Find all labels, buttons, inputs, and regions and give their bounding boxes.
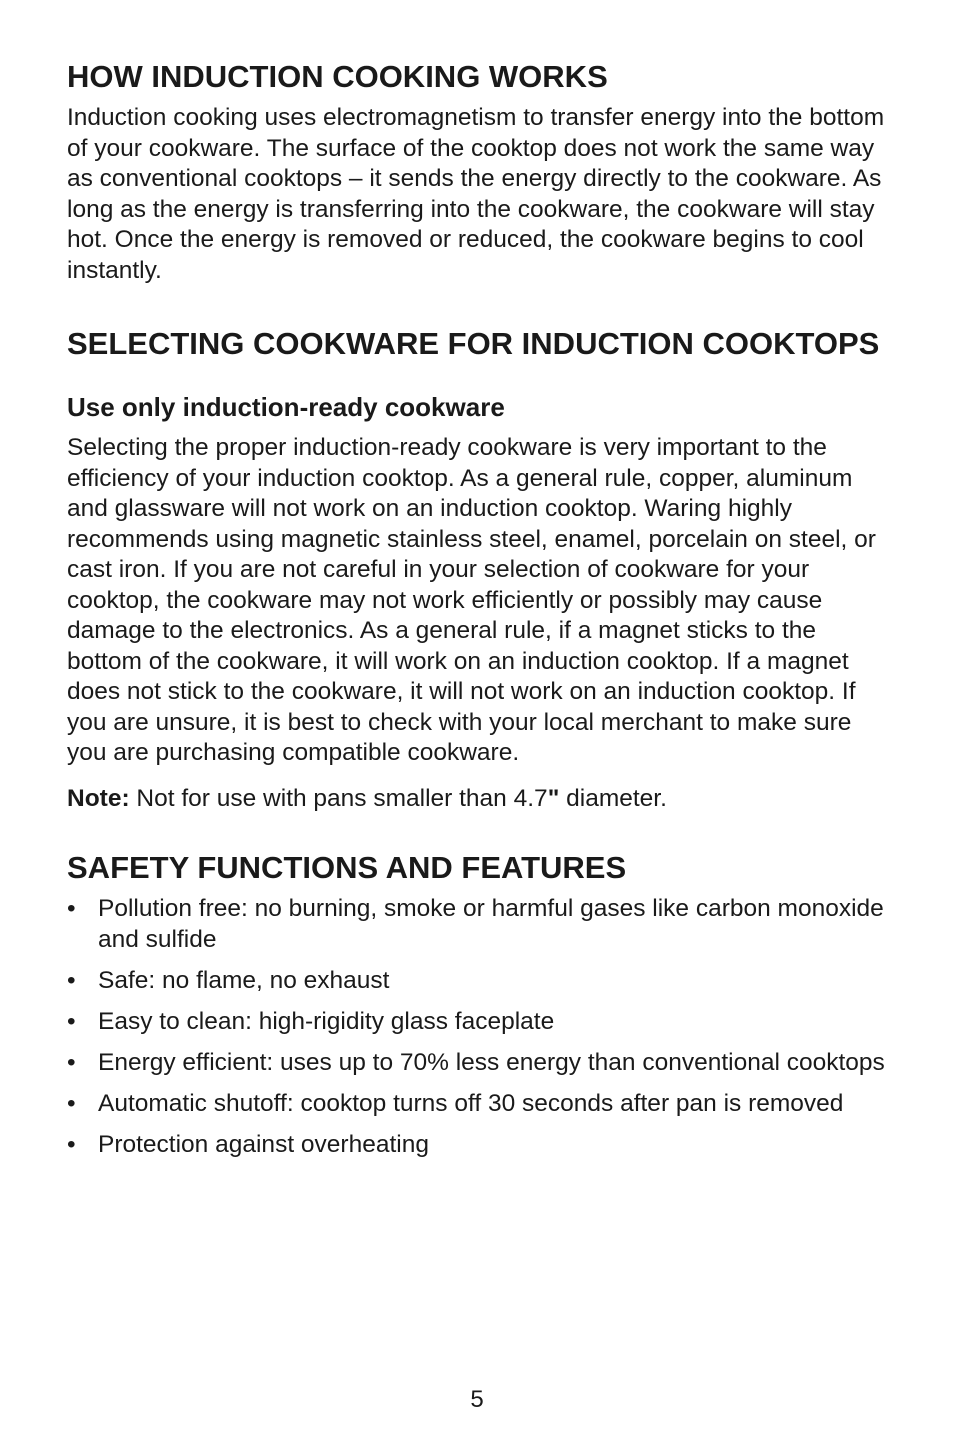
page-number: 5 — [470, 1386, 484, 1413]
list-item-text: Protection against overheating — [98, 1130, 429, 1158]
list-item — [67, 1130, 897, 1161]
section-body-selecting-cookware: Selecting the proper induction-ready cookware is very important to the efficiency of your induction cooktop. As a general rule, copper, aluminum and glassware will not work on an induction cooktop. Waring highly recommends using magnetic stainless steel, enamel, porcelain on steel, or cast iron. If you are not careful in your selection of cookware for your cooktop, the cookware may not work efficiently or possibly may cause damage to the electronics. As a general rule, if a magnet sticks to the bottom of the cookware, it will work on an induction cooktop. If a magnet does not stick to the cookware, it will not work on an induction cooktop. If you are unsure, it is best to check with your local merchant to make sure you are purchasing compatible cookware. — [67, 434, 876, 766]
subheading-induction-ready-cookware: Use only induction-ready cookware — [67, 392, 505, 422]
section-body-how-induction-works: Induction cooking uses electromagnetism to transfer energy into the bottom of your cookware. The surface of the cooktop does not work the same way as conventional cooktops – it sends the energy directly to the cookware. As long as the energy is transferring into the cookware, the cookware will stay hot. Once the energy is removed or reduced, the cookware begins to cool instantly. — [67, 104, 885, 284]
list-item-text: Pollution free: no burning, smoke or harmful gases like carbon monoxide and sulfide — [98, 895, 884, 953]
bullet-icon: • — [67, 895, 76, 922]
list-item — [67, 1048, 897, 1079]
note-text-before: Not for use with pans smaller than 4.7 — [129, 784, 548, 812]
safety-features-list — [67, 894, 897, 1160]
list-item — [67, 966, 897, 997]
note-inch-mark: " — [547, 784, 560, 812]
list-item-text: Safe: no flame, no exhaust — [98, 966, 390, 994]
section-title-safety-features: SAFETY FUNCTIONS AND FEATURES — [67, 850, 627, 885]
manual-page — [67, 58, 897, 1171]
bullet-icon: • — [67, 1130, 76, 1158]
list-item-text: Energy efficient: uses up to 70% less energy than conventional cooktops — [98, 1048, 885, 1076]
bullet-icon: • — [67, 1007, 76, 1035]
section-title-selecting-cookware: SELECTING COOKWARE FOR INDUCTION COOKTOPS — [67, 326, 880, 361]
list-item-text: Easy to clean: high-rigidity glass faceplate — [98, 1007, 555, 1035]
list-item — [67, 1089, 897, 1120]
section-title-how-induction-works: HOW INDUCTION COOKING WORKS — [67, 59, 608, 94]
note-text-after: diameter. — [559, 784, 667, 812]
list-item — [67, 1007, 897, 1038]
bullet-icon: • — [67, 1048, 76, 1076]
note-paragraph — [67, 784, 897, 815]
note-label: Note: — [67, 784, 130, 812]
bullet-icon: • — [67, 1089, 76, 1117]
bullet-icon: • — [67, 966, 76, 994]
list-item — [67, 894, 897, 955]
list-item-text: Automatic shutoff: cooktop turns off 30 seconds after pan is removed — [98, 1089, 844, 1117]
